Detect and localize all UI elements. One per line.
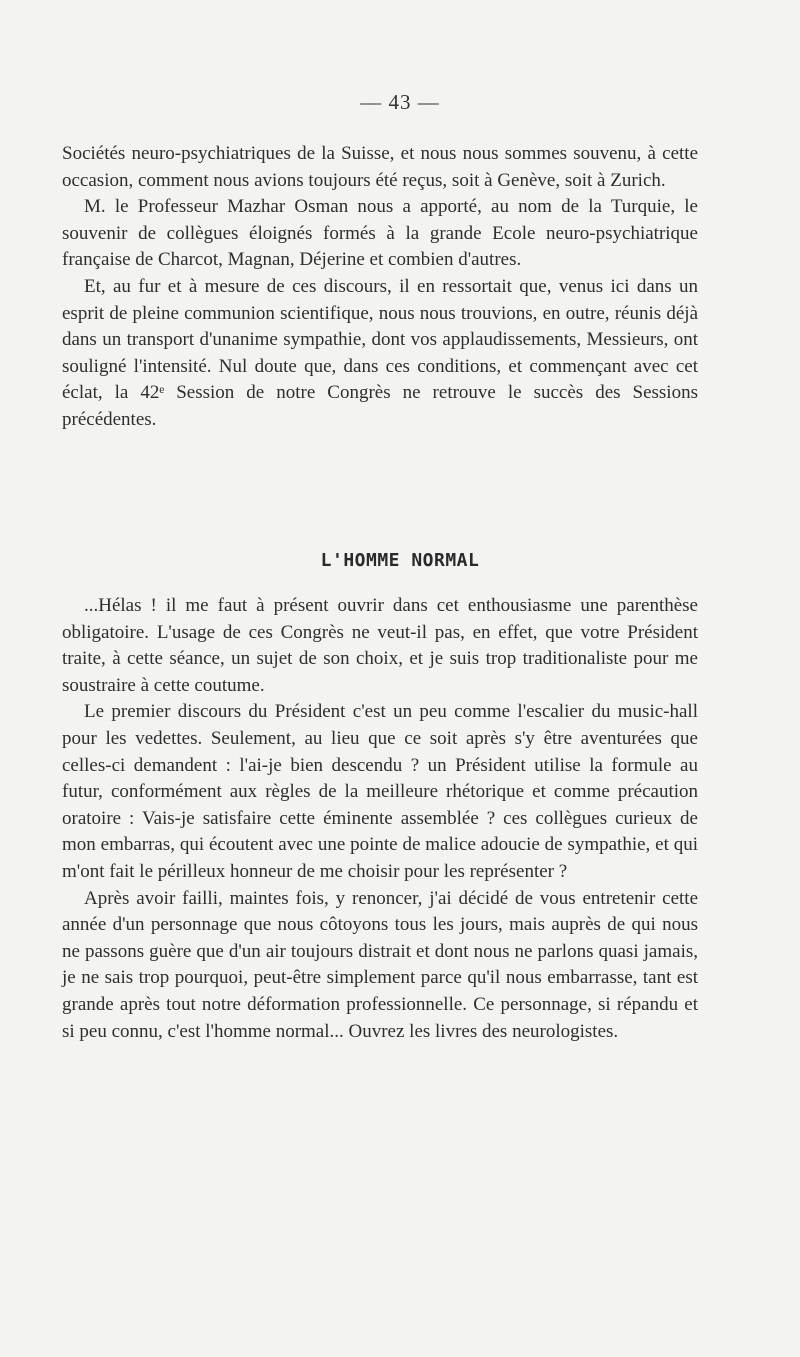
page-number: — 43 — xyxy=(360,90,440,114)
paragraph: Sociétés neuro-psychiatriques de la Suisse, et nous nous sommes souvenu, à cette occasion, comment nous avions toujours été reçus, soit à Genève, soit à Zurich. xyxy=(62,143,698,191)
paragraph: Et, au fur et à mesure de ces discours, il en ressortait que, venus ici dans un esprit de pleine communion scientifique, nous nous trouvions, en outre, réunis déjà dans un transport d'unanime sympathie, dont vos applaudissements, Messieurs, ont souligné l'intensité. Nul doute que, dans ces conditions, et commençant avec cet éclat, la 42ᵉ Session de notre Congrès ne retrouve le succès des Sessions précédentes. xyxy=(62,275,698,430)
paragraph: M. le Professeur Mazhar Osman nous a apporté, au nom de la Turquie, le souvenir de collègues éloignés formés à la grande Ecole neuro-psychiatrique française de Charcot, Magnan, Déjerine et combien d'autres. xyxy=(62,196,698,271)
section-heading: L'HOMME NORMAL xyxy=(320,550,480,571)
paragraph: ...Hélas ! il me faut à présent ouvrir dans cet enthousiasme une parenthèse obligatoire. L'usage de ces Congrès ne veut-il pas, en effet, que votre Président traite, à cette séance, un sujet de son choix, et je suis trop traditionaliste pour me soustraire à cette coutume. xyxy=(62,595,698,696)
paragraph: Après avoir failli, maintes fois, y renoncer, j'ai décidé de vous entretenir cette année d'un personnage que nous côtoyons tous les jours, mais auprès de qui nous ne passons guère que d'un air toujours distrait et dont nous ne parlons quasi jamais, je ne sais trop pourquoi, peut-être simplement parce qu'il nous embarrasse, tant est grande après tout notre déformation professionnelle. Ce personnage, si répandu et si peu connu, c'est l'homme normal... Ouvrez les livres des neurologistes. xyxy=(62,887,698,1042)
paragraph: Le premier discours du Président c'est un peu comme l'escalier du music-hall pour les vedettes. Seulement, au lieu que ce soit après s'y être aventurées que celles-ci demandent : l'ai-je bien descendu ? un Président utilise la formule au futur, conformément aux règles de la meilleure rhétorique et comme précaution oratoire : Vais-je satisfaire cette éminente assemblée ? ces collègues curieux de mon embarras, qui écoutent avec une pointe de malice adoucie de sympathie, et qui m'ont fait le périlleux honneur de me choisir pour les représenter ? xyxy=(62,701,698,882)
intro-text xyxy=(62,141,698,434)
section-text xyxy=(62,593,698,1045)
